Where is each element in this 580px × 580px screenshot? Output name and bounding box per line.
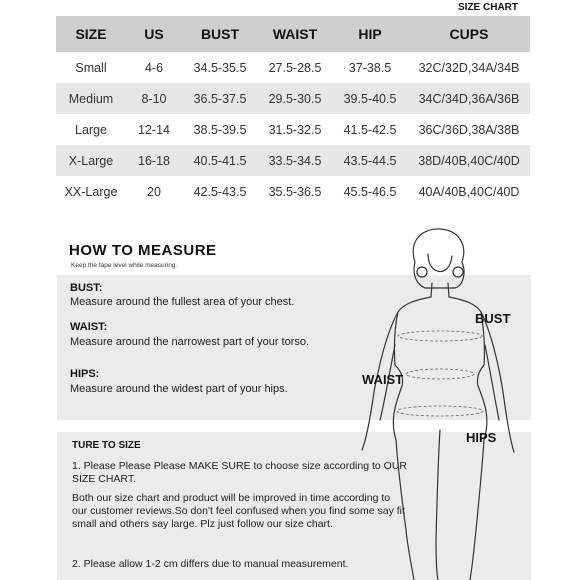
hips-label: HIPS: xyxy=(70,368,100,380)
table-cell: 33.5-34.5 xyxy=(258,145,332,176)
waist-label: WAIST: xyxy=(70,321,108,333)
table-cell: 36C/36D,38A/38B xyxy=(418,122,520,137)
table-cell: 34C/34D,36A/36B xyxy=(408,83,530,114)
table-cell: 40A/40B,40C/40D xyxy=(418,184,520,199)
figure-hips-label: HIPS xyxy=(466,430,497,445)
inner-leg-outline xyxy=(436,430,440,580)
size-table xyxy=(56,16,530,207)
table-cell: Small xyxy=(75,60,107,75)
hips-instruction: Measure around the widest part of your hips. xyxy=(70,383,288,395)
table-cell: 31.5-32.5 xyxy=(268,122,322,137)
table-cell: 38.5-39.5 xyxy=(193,122,247,137)
column-header: SIZE xyxy=(56,16,126,52)
column-header: US xyxy=(126,16,182,52)
body-figure-illustration xyxy=(355,228,535,580)
tip-item: Both our size chart and product will be improved in time according to our customer reviews.So don't feel confused when you find some say fit small and others say large. Plz just follow our size chart. xyxy=(72,492,405,530)
true-to-size-title: TURE TO SIZE xyxy=(72,440,141,451)
how-to-measure-subtitle: Keep the tape level while measuring. xyxy=(71,262,178,269)
waist-instruction: Measure around the narrowest part of your torso. xyxy=(70,336,310,348)
table-header-row xyxy=(56,16,530,52)
table-cell: X-Large xyxy=(56,145,126,176)
table-row xyxy=(56,145,530,176)
table-cell: 42.5-43.5 xyxy=(193,184,247,199)
tip-item: 2. Please allow 1-2 cm differs due to manual measurement. xyxy=(72,558,349,570)
tip-item: 1. Please Please Please MAKE SURE to choose size according to OUR SIZE CHART. xyxy=(72,460,407,485)
table-cell: Medium xyxy=(56,83,126,114)
table-cell: 35.5-36.5 xyxy=(268,184,322,199)
column-header: BUST xyxy=(182,16,258,52)
table-cell: 45.5-46.5 xyxy=(343,184,397,199)
bust-measure-line xyxy=(398,331,482,341)
table-cell: 8-10 xyxy=(126,83,182,114)
table-row xyxy=(56,52,530,83)
table-cell: 29.5-30.5 xyxy=(258,83,332,114)
table-cell: XX-Large xyxy=(64,184,118,199)
hair-outline xyxy=(413,229,464,288)
waist-measure-line xyxy=(406,369,474,379)
table-cell: 36.5-37.5 xyxy=(182,83,258,114)
table-cell: 39.5-40.5 xyxy=(332,83,408,114)
table-row xyxy=(56,114,530,145)
table-cell: 27.5-28.5 xyxy=(268,60,322,75)
neck-outline xyxy=(431,283,449,297)
table-row xyxy=(56,83,530,114)
table-cell: 12-14 xyxy=(138,122,170,137)
figure-waist-label: WAIST xyxy=(362,372,404,387)
face-outline xyxy=(428,254,452,272)
bust-label: BUST: xyxy=(70,282,103,294)
table-cell: 34.5-35.5 xyxy=(193,60,247,75)
table-cell: 20 xyxy=(147,184,161,199)
table-cell: 16-18 xyxy=(126,145,182,176)
table-cell: 40.5-41.5 xyxy=(182,145,258,176)
bust-instruction: Measure around the fullest area of your chest. xyxy=(70,296,295,308)
table-row xyxy=(56,176,530,207)
table-cell: 37-38.5 xyxy=(348,60,392,75)
column-header: WAIST xyxy=(258,16,332,52)
column-header: CUPS xyxy=(408,16,530,52)
hips-measure-line xyxy=(397,406,483,416)
size-chart-title: SIZE CHART xyxy=(458,2,518,13)
table-cell: 38D/40B,40C/40D xyxy=(408,145,530,176)
table-cell: 41.5-42.5 xyxy=(343,122,397,137)
table-cell: 43.5-44.5 xyxy=(332,145,408,176)
table-cell: Large xyxy=(75,122,107,137)
table-cell: 4-6 xyxy=(144,60,164,75)
column-header: HIP xyxy=(332,16,408,52)
how-to-measure-title: HOW TO MEASURE xyxy=(69,242,217,259)
table-cell: 32C/32D,34A/34B xyxy=(418,60,520,75)
figure-bust-label: BUST xyxy=(475,311,511,326)
